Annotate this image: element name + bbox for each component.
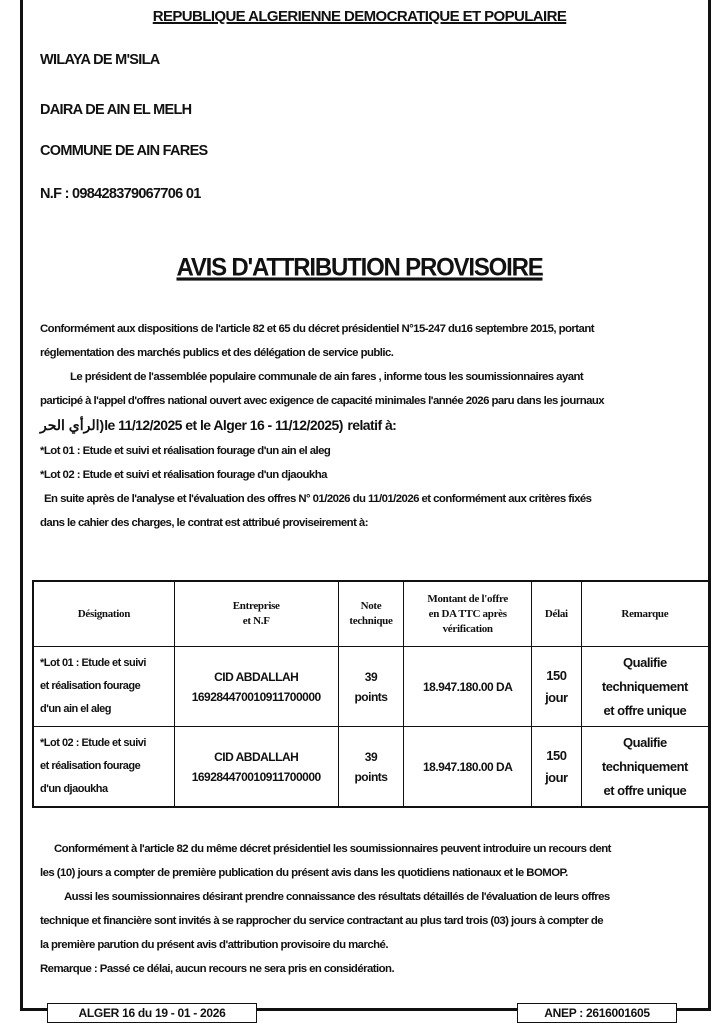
table-row: [33, 647, 709, 727]
header-entreprise: Entreprise et N.F: [174, 581, 338, 647]
cell-designation: *Lot 02 : Etude et suivi et réalisation fourage d'un djaoukha: [33, 727, 174, 808]
closing-line: la première parution du présent avis d'attribution provisoire du marché.: [40, 939, 388, 951]
closing-line: les (10) jours a compter de première publication du présent avis dans les quotidiens nationaux et le BOMOP.: [40, 867, 568, 879]
closing-line: Conformément à l'article 82 du même décret présidentiel les soumissionnaires peuvent introduire un recours dent: [54, 843, 611, 855]
header-remarque: Remarque: [581, 581, 709, 647]
publication-date-box: ALGER 16 du 19 - 01 - 2026: [47, 1003, 257, 1023]
intro-line: participé à l'appel d'offres national ouvert avec exigence de capacité minimales l'année 2026 paru dans les journaux: [40, 395, 605, 407]
cell-entreprise: CID ABDALLAH 169284470010911700000: [174, 647, 338, 727]
cell-designation: *Lot 01 : Etude et suivi et réalisation fourage d'un ain el aleg: [33, 647, 174, 727]
closing-line: technique et financière sont invités à se rapprocher du service contractant au plus tard trois (03) jours à compter de: [40, 915, 604, 927]
cell-remarque: Qualifie techniquement et offre unique: [581, 727, 709, 808]
notice-title: AVIS D'ATTRIBUTION PROVISOIRE: [176, 253, 543, 282]
intro-line: réglementation des marchés publics et des délégation de service public.: [40, 347, 394, 359]
arabic-newspaper-name: (الرأي الحر: [40, 417, 105, 433]
anep-number-box: ANEP : 2616001605: [517, 1003, 677, 1023]
header-montant: Montant de l'offre en DA TTC après vérification: [404, 581, 532, 647]
cell-entreprise: CID ABDALLAH 169284470010911700000: [174, 727, 338, 808]
intro-line: dans le cahier des charges, le contrat est attribué proviseirement à:: [40, 517, 368, 529]
intro-line-newspapers: [40, 413, 700, 439]
attribution-table: [32, 580, 710, 808]
lot-2-line: *Lot 02 : Etude et suivi et réalisation fourage d'un djaoukha: [40, 469, 327, 481]
wilaya-label: WILAYA DE M'SILA: [40, 52, 160, 68]
cell-note: 39 points: [338, 647, 404, 727]
daira-label: DAIRA DE AIN EL MELH: [40, 102, 192, 118]
closing-remark: Remarque : Passé ce délai, aucun recours ne sera pris en considération.: [40, 963, 395, 975]
republic-heading: REPUBLIQUE ALGERIENNE DEMOCRATIQUE ET POPULAIRE: [152, 8, 567, 25]
cell-delai: 150 jour: [531, 647, 581, 727]
header-delai: Délai: [531, 581, 581, 647]
intro-line: Le président de l'assemblée populaire communale de ain fares , informe tous les soumissionnaires ayant: [70, 371, 584, 383]
cell-note: 39 points: [338, 727, 404, 808]
header-designation: Désignation: [33, 581, 174, 647]
cell-montant: 18.947.180.00 DA: [404, 727, 532, 808]
closing-paragraph: [40, 837, 700, 981]
header-note: Note technique: [338, 581, 404, 647]
intro-line: Conformément aux dispositions de l'article 82 et 65 du décret présidentiel N°15-247 du16 septembre 2015, portant: [40, 323, 594, 335]
table-header-row: [33, 581, 709, 647]
nf-label: N.F : 098428379067706 01: [40, 186, 201, 202]
cell-remarque: Qualifie techniquement et offre unique: [581, 647, 709, 727]
table-row: [33, 727, 709, 808]
intro-paragraph: [40, 317, 700, 535]
commune-label: COMMUNE DE AIN FARES: [40, 143, 208, 159]
cell-montant: 18.947.180.00 DA: [404, 647, 532, 727]
intro-line: En suite après de l'analyse et l'évaluation des offres N° 01/2026 du 11/01/2026 et conformément aux critères fixés: [44, 493, 592, 505]
cell-delai: 150 jour: [531, 727, 581, 808]
closing-line: Aussi les soumissionnaires désirant prendre connaissance des résultats détaillés de l'évaluation de leurs offres: [64, 891, 610, 903]
newspaper-dates: le 11/12/2025 et le Alger 16 - 11/12/2025) relatif à:: [104, 417, 397, 433]
lot-1-line: *Lot 01 : Etude et suivi et réalisation fourage d'un ain el aleg: [40, 445, 331, 457]
